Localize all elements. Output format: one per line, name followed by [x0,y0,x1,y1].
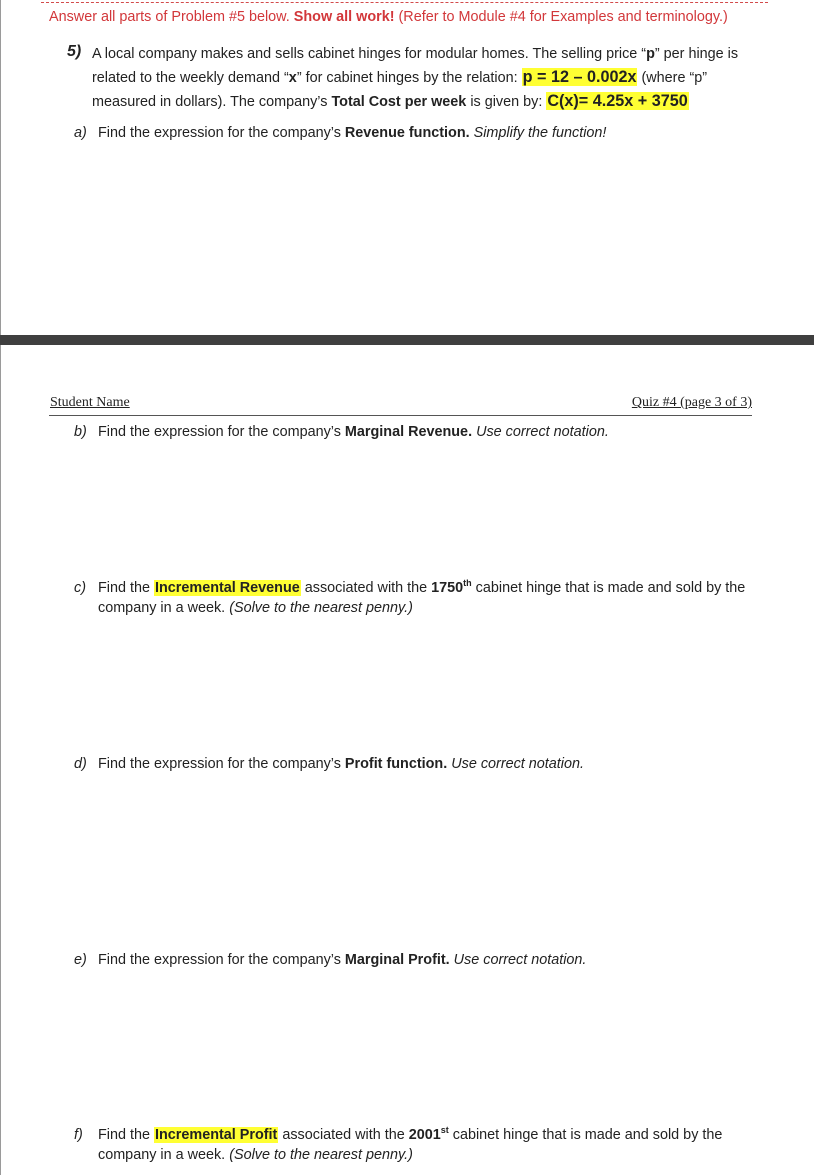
unit-number: 2001 [408,1127,441,1143]
cost-function: C(x)= 4.25x + 3750 [547,92,688,110]
part-letter: d) [74,756,87,772]
part-text: Find the [98,580,154,596]
page-header [49,393,752,416]
part-bold: Marginal Profit. [344,952,450,968]
student-name-label: Student Name [50,395,130,410]
problem-number: 5) [67,43,82,60]
part-text: Find the expression for the company’s [98,125,345,141]
instruction-text-end: (Refer to Module #4 for Examples and terminology.) [394,9,728,25]
part-bold: Revenue function. [344,125,470,141]
part-bold: Profit function. [344,756,448,772]
problem-statement [92,43,772,114]
page-bottom [0,345,814,1175]
part-e [74,950,774,970]
part-c [74,578,774,618]
var-p: p [646,46,655,62]
problem-text-4: (where “p” measured in dollars). The company’s [92,70,708,110]
part-letter: f) [74,1127,83,1143]
instruction-bold: Show all work! [293,9,395,25]
part-letter: a) [74,125,87,141]
part-text: Find the expression for the company’s [98,952,345,968]
part-text: Find the expression for the company’s [98,424,345,440]
total-cost-label: Total Cost per week [331,94,467,110]
part-note: (Solve to the nearest penny.) [229,1147,413,1163]
part-letter: b) [74,424,87,440]
problem-text-1: A local company makes and sells cabinet hinges for modular homes. The selling price “ [92,46,647,62]
part-note: Use correct notation. [451,756,585,772]
part-note: Use correct notation. [476,424,609,440]
var-x: x [288,70,297,86]
part-d [74,754,774,774]
part-a [74,123,774,143]
instruction-line [49,9,728,25]
highlighted-term: Incremental Profit [155,1127,278,1143]
quiz-page-label: Quiz #4 (page 3 of 3) [631,395,752,410]
part-text-mid: associated with the [278,1127,409,1143]
page-top [0,0,814,335]
problem-text-5: is given by: [466,94,547,110]
part-letter: e) [74,952,87,968]
part-text-end: cabinet hinge that is made and sold by the company in a week. [98,1127,723,1163]
part-b [74,422,774,442]
part-f [74,1125,774,1165]
problem-text-2: ” per hinge is related to the weekly demand “ [92,46,739,86]
part-note: Use correct notation. [453,952,587,968]
part-text-end: cabinet hinge that is made and sold by the company in a week. [98,580,746,616]
part-text: Find the [98,1127,154,1143]
unit-number: 1750 [431,580,464,596]
part-letter: c) [74,580,86,596]
instruction-text: Answer all parts of Problem #5 below. [49,9,294,25]
dashed-separator [41,2,768,3]
price-relation: p = 12 – 0.002x [522,68,637,86]
ordinal-suffix: st [440,1125,449,1136]
part-note: (Solve to the nearest penny.) [229,600,413,616]
ordinal-suffix: th [463,578,472,589]
page-break [0,335,814,345]
part-note: Simplify the function! [473,125,607,141]
highlighted-term: Incremental Revenue [155,580,300,596]
problem-text-3: ” for cabinet hinges by the relation: [296,70,522,86]
part-text-mid: associated with the [300,580,432,596]
part-text: Find the expression for the company’s [98,756,345,772]
part-bold: Marginal Revenue. [344,424,473,440]
